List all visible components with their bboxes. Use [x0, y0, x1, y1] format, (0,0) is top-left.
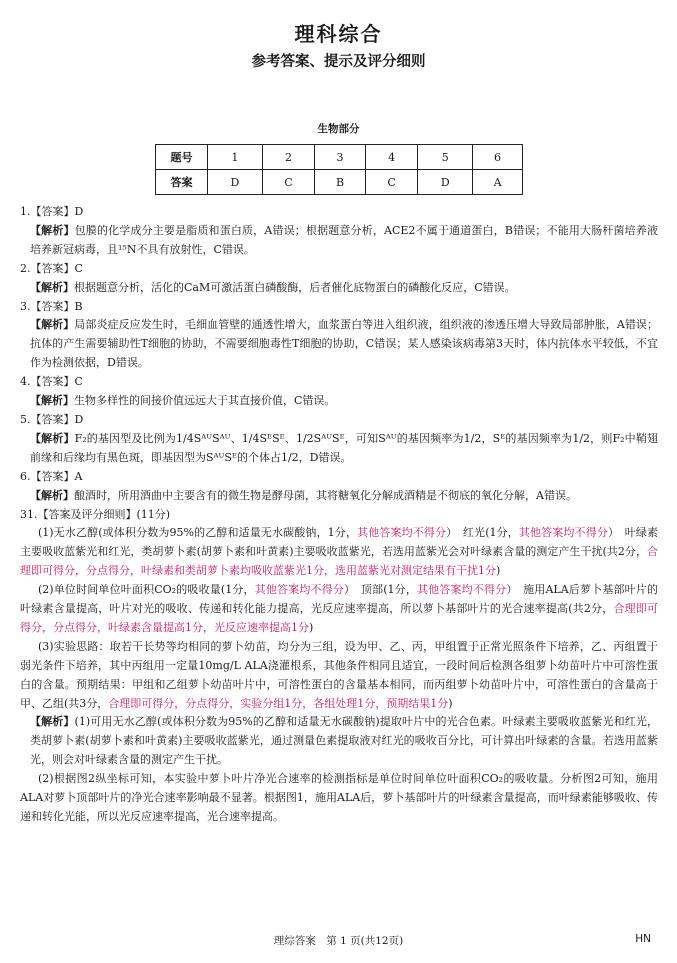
page-footer: 理综答案 第 1 页(共12页): [273, 935, 404, 947]
table-cell: 2: [262, 145, 314, 170]
explain-tag: 【解析】: [30, 223, 75, 237]
table-cell: B: [315, 170, 366, 195]
answer-table: [155, 144, 523, 195]
answer-table-row-numbers: [156, 145, 523, 170]
page-title: 理科综合: [294, 22, 383, 46]
q3-explanation: [20, 316, 658, 373]
answer-text: ） 施用ALA后萝卜基部叶片的叶绿素含量提高，叶片对光的吸收、传递和转化能力提高，光反应速率提高，所以萝卜基部叶片的光合速率提高(共2分，: [20, 583, 658, 616]
explain-tag: 【解析】: [30, 280, 74, 294]
explain-tag: 【解析】: [30, 431, 75, 445]
table-cell: 4: [365, 145, 417, 170]
q1-explanation: [20, 222, 658, 260]
explain-tag: 【解析】: [30, 715, 75, 729]
answer-text: ） 红光(1分，: [446, 526, 519, 540]
table-cell: 3: [315, 145, 366, 170]
answer-content: [20, 203, 658, 827]
explain-text: (1)可用无水乙醇(或体积分数为95%的乙醇和适量无水碳酸钠)提取叶片中的光合色素。叶绿素主要吸收蓝紫光和红光，类胡萝卜素(胡萝卜素和叶黄素)主要吸收蓝紫光，通过测量色素提取液对红光的吸收百分比，可计算出叶绿素的含量。若选用蓝紫光，则会对叶绿素含量的测定产生干扰。: [30, 715, 658, 767]
explain-tag: 【解析】: [30, 318, 75, 332]
q2-answer: 2.【答案】C: [20, 261, 83, 275]
answer-text: ): [496, 564, 501, 578]
explain-text: 包膜的化学成分主要是脂质和蛋白质，A错误；根据题意分析，ACE2不属于通道蛋白，B错误；不能用大肠杆菌培养液培养新冠病毒，且¹⁵N不具有放射性，C错误。: [30, 223, 658, 256]
q1-answer: 1.【答案】D: [20, 205, 84, 218]
table-header-cell: 题号: [156, 145, 208, 170]
scoring-note: 其他答案均不得分: [416, 583, 507, 597]
explain-text: 根据题意分析，活化的CaM可激活蛋白磷酸酶，后者催化底物蛋白的磷酸化反应，C错误。: [74, 280, 516, 294]
scoring-note: 其他答案均不得分: [357, 526, 447, 540]
scoring-note: 其他答案均不得分: [518, 526, 608, 540]
q4-explanation: [20, 392, 658, 411]
q3-answer: 3.【答案】B: [20, 299, 83, 313]
footer-code: HN: [635, 933, 651, 945]
q31-answer-head: 31.【答案及评分细则】(11分): [20, 507, 171, 521]
explain-tag: 【解析】: [30, 394, 74, 408]
explain-text: F₂的基因型及比例为1/4SᴬᵁSᴬᵁ、1/4SᴱSᴱ、1/2SᴬᵁSᴱ，可知Sᴬᵁ的基因频率为1/2，Sᴱ的基因频率为1/2，则F₂中鞘翅前缘和后缘均有黑色斑，即基因型为SᴬᵁSᴱ的个体占1/2，D错误。: [30, 431, 658, 464]
table-cell: C: [262, 170, 314, 195]
answer-text: (2)单位时间单位叶面积CO₂的吸收量(1分，: [38, 583, 255, 597]
table-cell: C: [365, 170, 417, 195]
scoring-note: 其他答案均不得分: [254, 583, 345, 597]
table-cell: 1: [208, 145, 263, 170]
answer-text: ): [448, 696, 453, 710]
explain-text: 生物多样性的间接价值远远大于其直接价值，C错误。: [74, 394, 336, 408]
q31-part3: [20, 638, 658, 714]
q31-part2: [20, 581, 658, 638]
section-title: 生物部分: [317, 123, 360, 135]
answer-text: ): [309, 620, 314, 634]
table-cell: 5: [418, 145, 473, 170]
answer-text: ） 顶部(1分，: [344, 583, 417, 597]
q31-explanation-1: [20, 713, 658, 770]
q6-answer: 6.【答案】A: [20, 469, 83, 483]
answer-text: (1)无水乙醇(或体积分数为95%的乙醇和适量无水碳酸钠，1分，: [38, 526, 358, 540]
q31-explanation-2: (2)根据图2纵坐标可知，本实验中萝卜叶片净光合速率的检测指标是单位时间单位叶面积CO₂的吸收量。分析图2可知，施用ALA对萝卜顶部叶片的净光合速率影响最不显著。根据图1，施用ALA后，萝卜基部叶片的叶绿素含量提高，而叶绿素能够吸收、传递和转化光能，所以光反应速率提高，光合速率提高。: [20, 772, 658, 823]
page-subtitle: 参考答案、提示及评分细则: [251, 54, 426, 70]
table-cell: A: [473, 170, 523, 195]
q4-answer: 4.【答案】C: [20, 375, 83, 389]
answer-text: ） 叶绿素主要吸收蓝紫光和红光，类胡萝卜素(胡萝卜素和叶黄素)主要吸收蓝紫光，若选用蓝紫光会对叶绿素含量的测定产生干扰(共2分，: [20, 526, 659, 559]
q2-explanation: [20, 279, 658, 298]
answer-table-row-answers: [156, 170, 523, 195]
q6-explanation: [20, 487, 658, 506]
scoring-note: 合理即可得分，分点得分，实验分组1分，各组处理1分，预期结果1分: [108, 696, 449, 710]
q31-part1: [20, 524, 658, 581]
table-cell: D: [208, 170, 263, 195]
scoring-note: 合理即可得分，分点得分，叶绿素含量提高1分，光反应速率提高1分: [20, 602, 659, 634]
explain-text: 酿酒时，所用酒曲中主要含有的微生物是酵母菌，其将糖氧化分解成酒精是不彻底的氧化分解，A错误。: [74, 488, 577, 502]
answer-text: (3)实验思路：取若干长势等均相同的萝卜幼苗，均分为三组，设为甲、乙、丙，甲组置于正常光照条件下培养，乙、丙组置于弱光条件下培养，其中丙组用一定量10mg/L ALA浇灌根系，其他条件相同且适宜，一段时间后检测各组萝卜幼苗叶片中可溶性蛋白的含量。预期结果：甲组和乙组萝卜幼苗叶片中，可溶性蛋白的含量基本相同，而丙组萝卜幼苗叶片中，可溶性蛋白的含量高于甲、乙组(共3分，: [20, 639, 658, 710]
table-header-cell: 答案: [156, 170, 208, 195]
scoring-note: 合理即可得分，分点得分，叶绿素和类胡萝卜素均吸收蓝紫光1分，选用蓝紫光对测定结果有干扰1分: [20, 545, 658, 578]
explain-tag: 【解析】: [30, 488, 74, 502]
q5-explanation: [20, 430, 658, 468]
q5-answer: 5.【答案】D: [20, 412, 84, 426]
explain-text: 局部炎症反应发生时，毛细血管壁的通透性增大，血浆蛋白等进入组织液，组织液的渗透压增大导致局部肿胀，A错误；抗体的产生需要辅助性T细胞的协助，不需要细胞毒性T细胞的协助，C错误；某人感染该病毒第3天时，体内抗体水平较低，不宜作为检测依据，D错误。: [30, 318, 658, 370]
table-cell: 6: [473, 145, 523, 170]
table-cell: D: [418, 170, 473, 195]
